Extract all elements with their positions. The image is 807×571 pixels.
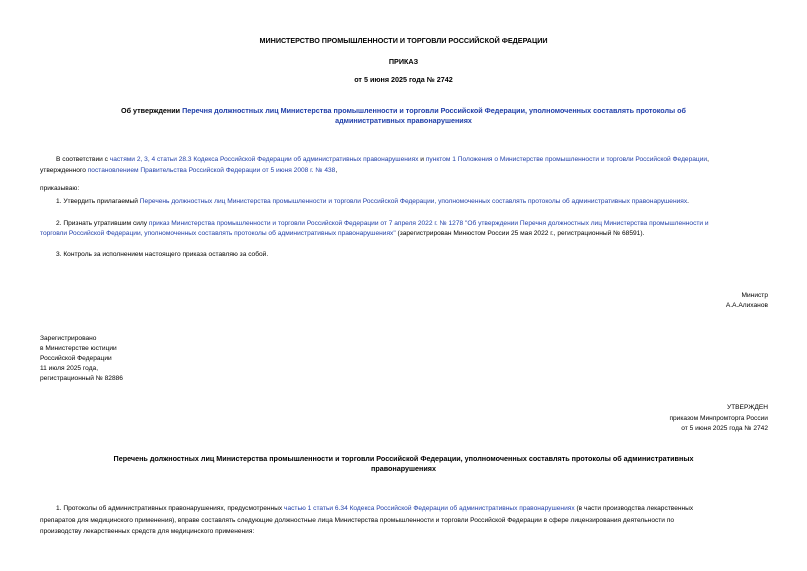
- preamble-text: В соответствии с: [56, 156, 110, 163]
- preamble-text: утвержденного: [40, 167, 88, 174]
- title-prefix: Об утверждении: [121, 106, 183, 115]
- signature-name: А.А.Алиханов: [725, 302, 768, 309]
- registration-line: регистрационный № 82886: [40, 375, 123, 382]
- koap-link[interactable]: частями 2, 3, 4 статьи 28.3 Кодекса Российской Федерации об административных правонарушениях: [109, 156, 419, 163]
- annex-p1-text: (в части производства лекарственных: [574, 505, 694, 512]
- item-3: 3. Контроль за исполнением настоящего приказа оставляю за собой.: [56, 251, 269, 258]
- preamble-text: ,: [707, 156, 709, 163]
- preamble-line-1: [56, 155, 776, 165]
- title-link-continued[interactable]: административных правонарушениях: [335, 116, 472, 125]
- annex-title-line-1: Перечень должностных лиц Министерства промышленности и торговли Российской Федерации, уполномоченных составлять протоколы об административных: [113, 454, 694, 463]
- regulation-link[interactable]: пунктом 1 Положения о Министерстве промышленности и торговли Российской Федерации: [425, 156, 708, 163]
- item-2-line-1: [56, 219, 776, 229]
- annex-p1-line-3: производству лекарственных средств для медицинского применения:: [40, 528, 255, 535]
- order-title: [40, 106, 767, 116]
- repealed-order-link[interactable]: приказ Министерства промышленности и торговли Российской Федерации от 7 апреля 2022 г. № 1278 "Об утверждении Перечня должностных лиц Министерства промышленности и: [148, 220, 709, 227]
- item-1-end: .: [687, 198, 689, 205]
- item-1-text: 1. Утвердить прилагаемый: [56, 198, 140, 205]
- approval-line: от 5 июня 2025 года № 2742: [681, 425, 768, 432]
- ministry-heading: МИНИСТЕРСТВО ПРОМЫШЛЕННОСТИ И ТОРГОВЛИ РОССИЙСКОЙ ФЕДЕРАЦИИ: [259, 36, 548, 45]
- signature-position: Министр: [741, 292, 768, 299]
- orders-word: приказываю:: [40, 185, 80, 192]
- registration-block: [40, 334, 123, 384]
- government-decree-link[interactable]: постановлением Правительства Российской Федерации от 5 июня 2008 г. № 438: [87, 167, 336, 174]
- annex-p1-line-1: [56, 504, 768, 514]
- preamble-text: и: [418, 156, 426, 163]
- title-link[interactable]: Перечня должностных лиц Министерства промышленности и торговли Российской Федерации, уполномоченных составлять протоколы об: [182, 106, 686, 115]
- approval-line: УТВЕРЖДЕН: [726, 404, 768, 411]
- date-number: от 5 июня 2025 года № 2742: [354, 75, 453, 84]
- list-link[interactable]: Перечень должностных лиц Министерства промышленности и торговли Российской Федерации, уполномоченных составлять протоколы об административных правонарушениях: [139, 198, 688, 205]
- approval-line: приказом Минпромторга России: [669, 414, 768, 422]
- article-6-34-link[interactable]: частью 1 статьи 6.34 Кодекса Российской Федерации об административных правонарушениях: [284, 505, 575, 512]
- doc-type-heading: ПРИКАЗ: [388, 57, 419, 66]
- annex-p1-line-2: препаратов для медицинского применения), вправе составлять следующие должностные лица Министерства промышленности и торговли Российской Федерации в сфере лицензирования деятельности по: [40, 517, 675, 524]
- approval-block: [560, 403, 768, 435]
- item-2-end: (зарегистрирован Минюстом России 25 мая 2022 г., регистрационный № 68591).: [395, 230, 645, 237]
- registration-line: Российской Федерации: [40, 355, 112, 362]
- annex-p1-text: 1. Протоколы об административных правонарушениях, предусмотренных: [56, 505, 285, 512]
- registration-line: 11 июля 2025 года,: [40, 365, 99, 372]
- item-2-text: 2. Признать утратившим силу: [56, 220, 149, 227]
- registration-line: в Министерстве юстиции: [40, 345, 117, 352]
- item-2-line-2: [40, 229, 770, 239]
- repealed-order-link-continued[interactable]: торговли Российской Федерации, уполномоченных составлять протоколы об административных правонарушениях": [40, 230, 396, 237]
- item-1: [56, 197, 776, 207]
- preamble-line-2: [40, 166, 760, 176]
- preamble-text: ,: [335, 167, 338, 174]
- registration-line: Зарегистрировано: [40, 335, 97, 342]
- annex-title-line-2: правонарушениях: [370, 464, 436, 473]
